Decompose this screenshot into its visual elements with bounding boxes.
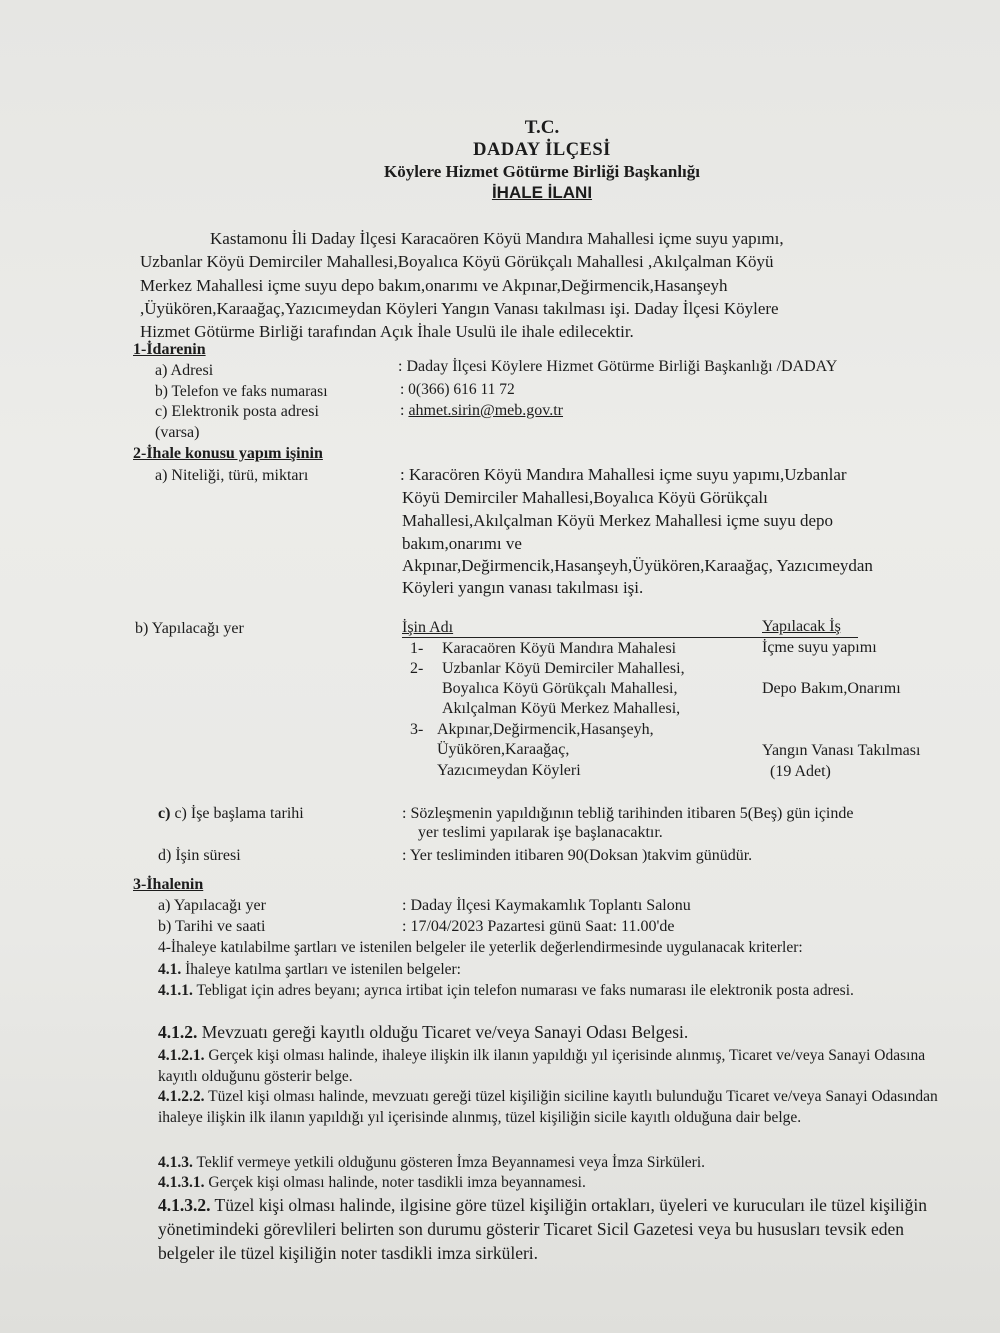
clause-4-1-2-2: 4.1.2.2. Tüzel kişi olması halinde, mevzuatı gereği tüzel kişiliğin siciline kayıtlı bulunduğu Ticaret ve/veya Sanayi Odasından ihaleye ilişkin ilk ilanın yapıldığı yıl içerisinde alınmış, tüzel kişiliğin sicile kayıtlı olduğuna dair belge. <box>158 1088 938 1126</box>
clause-4-1-3-1: 4.1.3.1. Gerçek kişi olması halinde, noter tasdikli imza beyannamesi. <box>158 1174 586 1191</box>
start-date-line: yer teslimi yapılarak işe başlanacaktır. <box>418 824 663 841</box>
row-name: Akpınar,Değirmencik,Hasanşeyh, <box>437 721 654 738</box>
nature-line: Mahallesi,Akılçalman Köyü Merkez Mahallesi içme suyu depo <box>402 511 834 530</box>
phone-label: b) Telefon ve faks numarası <box>155 383 328 400</box>
intro-line: Hizmet Götürme Birliği tarafından Açık İhale Usulü ile ihale edilecektir. <box>140 322 634 342</box>
intro-line: Uzbanlar Köyü Demirciler Mahallesi,Boyalıca Köyü Görükçalı Mahallesi ,Akılçalman Köyü <box>140 252 774 272</box>
row-work: Depo Bakım,Onarımı <box>762 680 901 697</box>
email-link[interactable]: ahmet.sirin@meb.gov.tr <box>408 402 564 419</box>
row-number: 1- <box>410 640 424 657</box>
header-tc: T.C. <box>524 117 560 138</box>
header-institution: Köylere Hizmet Götürme Birliği Başkanlığı <box>383 162 701 181</box>
clause-4-1: 4.1. İhaleye katılma şartları ve istenilen belgeler: <box>158 961 461 978</box>
col-header-work: Yapılacak İş <box>762 618 841 635</box>
start-date-line: : Sözleşmenin yapıldığının tebliğ tarihinden itibaren 5(Beş) gün içinde <box>402 805 854 822</box>
datetime-value: : 17/04/2023 Pazartesi günü Saat: 11.00'de <box>402 918 675 935</box>
duration-label: d) İşin süresi <box>158 847 241 864</box>
row-name: Akılçalman Köyü Merkez Mahallesi, <box>442 700 681 717</box>
header-title: İHALE İLANI <box>491 183 593 202</box>
clause-4-1-2-1: 4.1.2.1. Gerçek kişi olması halinde, ihaleye ilişkin ilk ilanın yapıldığı yıl içerisinde alınmış, Ticaret ve/veya Sanayi Odasına kayıtlı olduğunu gösterir belge. <box>158 1047 926 1085</box>
row-name: Yazıcımeydan Köyleri <box>437 762 581 779</box>
clause-4-1-1: 4.1.1. Tebligat için adres beyanı; ayrıca irtibat için telefon numarası ve faks numarası ile elektronik posta adresi. <box>158 982 854 999</box>
intro-line: ,Üyükören,Karaağaç,Yazıcımeydan Köyleri Yangın Vanası takılması işi. Daday İlçesi Köylere <box>140 298 779 318</box>
nature-label: a) Niteliği, türü, miktarı <box>155 467 309 484</box>
row-number: 3- <box>410 721 424 738</box>
section1-title: 1-İdarenin <box>133 341 206 358</box>
col-header-name: İşin Adı <box>402 619 454 636</box>
venue-label: a) Yapılacağı yer <box>158 897 266 914</box>
nature-line: Akpınar,Değirmencik,Hasanşeyh,Üyükören,Karaağaç, Yazıcımeydan <box>402 556 873 575</box>
nature-line: Köyleri yangın vanası takılması işi. <box>402 578 644 597</box>
header-district: DADAY İLÇESİ <box>473 140 611 160</box>
venue-value: : Daday İlçesi Kaymakamlık Toplantı Salonu <box>402 897 691 914</box>
row-work: İçme suyu yapımı <box>762 639 877 656</box>
email-label-note: (varsa) <box>155 424 200 441</box>
phone-value: : 0(366) 616 11 72 <box>400 381 515 398</box>
section2-title: 2-İhale konusu yapım işinin <box>133 445 323 462</box>
intro-paragraph <box>140 227 930 343</box>
row-name: Uzbanlar Köyü Demirciler Mahallesi, <box>442 660 685 677</box>
row-work: (19 Adet) <box>770 763 831 780</box>
section3-title: 3-İhalenin <box>133 876 204 893</box>
clause-4-1-3-2: 4.1.3.2. Tüzel kişi olması halinde, ilgisine göre tüzel kişiliğin ortakları, üyeleri ve kurucuları ile tüzel kişiliğin yönetimindeki görevlileri belirten son durumu gösterir Ticaret Sicil Gazetesi veya bu hususları tevsik eden belgeler ile tüzel kişiliğin noter tasdikli imza sirküleri. <box>158 1195 928 1263</box>
clause-4-1-2: 4.1.2. Mevzuatı gereği kayıtlı olduğu Ticaret ve/veya Sanayi Odası Belgesi. <box>158 1022 689 1042</box>
address-label: a) Adresi <box>155 362 214 379</box>
nature-line: bakım,onarımı ve <box>402 534 522 553</box>
row-number: 2- <box>410 660 424 677</box>
duration-value: : Yer tesliminden itibaren 90(Doksan )takvim günüdür. <box>402 847 753 864</box>
row-name: Boyalıca Köyü Görükçalı Mahallesi, <box>442 680 678 697</box>
location-label: b) Yapılacağı yer <box>135 620 244 637</box>
email-value: : ahmet.sirin@meb.gov.tr <box>400 402 564 419</box>
row-work: Yangın Vanası Takılması <box>762 742 921 759</box>
email-label: c) Elektronik posta adresi <box>155 403 319 420</box>
intro-line: Kastamonu İli Daday İlçesi Karacaören Köyü Mandıra Mahallesi içme suyu yapımı, <box>210 229 784 248</box>
start-date-label: c) c) İşe başlama tarihi <box>158 805 304 822</box>
section4-title: 4-İhaleye katılabilme şartları ve istenilen belgeler ile yeterlik değerlendirmesinde uygulanacak kriterler: <box>158 939 803 956</box>
col-header-underline <box>402 637 858 638</box>
intro-line: Merkez Mahallesi içme suyu depo bakım,onarımı ve Akpınar,Değirmencik,Hasanşeyh <box>140 275 728 295</box>
clause-4-1-3: 4.1.3. Teklif vermeye yetkili olduğunu gösteren İmza Beyannamesi veya İmza Sirküleri. <box>158 1154 705 1171</box>
row-name: Üyükören,Karaağaç, <box>437 741 570 758</box>
nature-line: : Karacören Köyü Mandıra Mahallesi içme suyu yapımı,Uzbanlar <box>400 465 847 484</box>
nature-line: Köyü Demirciler Mahallesi,Boyalıca Köyü Görükçalı <box>402 488 768 507</box>
address-value: : Daday İlçesi Köylere Hizmet Götürme Birliği Başkanlığı /DADAY <box>398 358 838 375</box>
row-name: Karacaören Köyü Mandıra Mahalesi <box>442 640 677 657</box>
datetime-label: b) Tarihi ve saati <box>158 918 266 935</box>
